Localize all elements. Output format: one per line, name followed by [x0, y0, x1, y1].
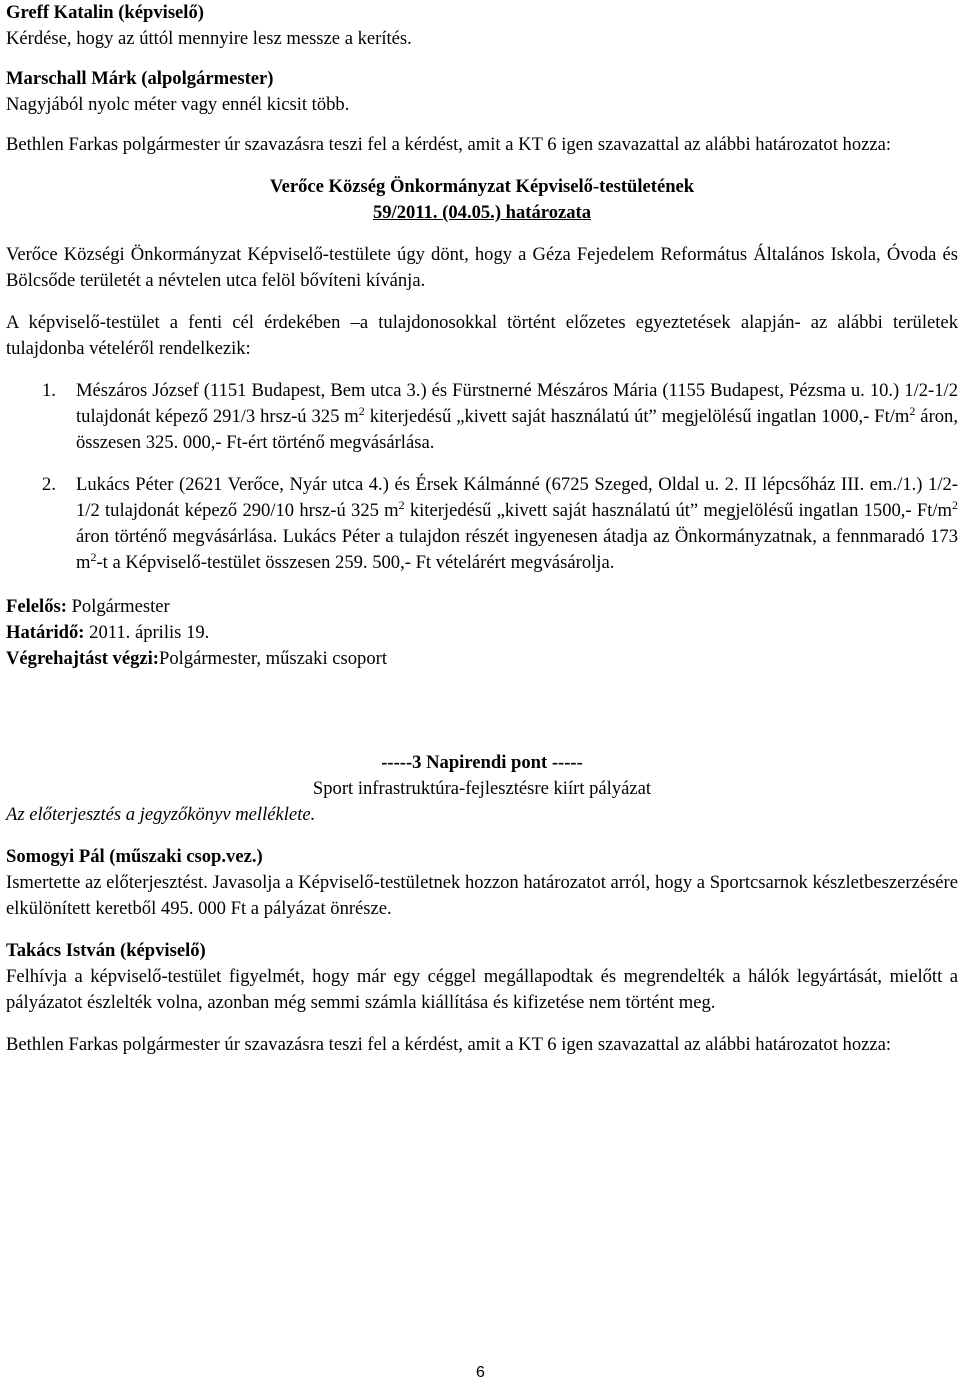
resolution-paragraph: Verőce Községi Önkormányzat Képviselő-testülete úgy dönt, hogy a Géza Fejedelem Református Általános Iskola, Óvoda és Bölcsőde területét a névtelen utca felöl bővíteni kívánja.: [6, 244, 958, 291]
resolution-title: Verőce Község Önkormányzat Képviselő-testületének: [269, 176, 695, 197]
speaker-name: Greff Katalin (képviselő): [6, 2, 204, 23]
responsible-line: Felelős: Polgármester: [6, 596, 170, 617]
annex-note: Az előterjesztés a jegyzőkönyv melléklete.: [6, 804, 316, 825]
speaker-text: Nagyjából nyolc méter vagy ennél kicsit több.: [6, 94, 350, 115]
vote-paragraph: Bethlen Farkas polgármester úr szavazásra teszi fel a kérdést, amit a KT 6 igen szavazattal az alábbi határozatot hozza:: [6, 1034, 892, 1055]
resolution-number: 59/2011. (04.05.) határozata: [372, 202, 592, 223]
speaker-name: Takács István (képviselő): [6, 940, 206, 961]
speaker-text: Kérdése, hogy az úttól mennyire lesz messze a kerítés.: [6, 28, 412, 49]
list-item: 2. Lukács Péter (2621 Verőce, Nyár utca 4.) és Érsek Kálmánné (6725 Szeged, Oldal u. 2. II lépcsőház III. em./1.) 1/2-1/2 tulajdonát képező 290/10 hrsz-ú 325 $m^2$ kiterjedésű „kivett saját használatú út” megjelölésű ingatlan 1500,- $Ft/m^2$ áron történő megvásárlása. Lukács Péter a tulajdon részét ingyenesen átadja az Önkormányzatnak, a fennmaradó 173 $m^2-t$ a Képviselő-testület összesen 259. 500,- Ft vételárért megvásárolja.: [42, 474, 958, 573]
speaker-text: Felhívja a képviselő-testület figyelmét, hogy már egy céggel megállapodtak és megrendelték a hálók legyártását, mielőtt a pályázatot észlelték volna, azonban még semmi számla kiállítása és kifizetése nem történt meg.: [6, 966, 958, 1013]
agenda-title: -----3 Napirendi pont -----: [381, 752, 583, 773]
speaker-name: Marschall Márk (alpolgármester): [6, 68, 274, 89]
list-item-number: 1.: [42, 380, 56, 401]
list-item: 1. Mészáros József (1151 Budapest, Bem utca 3.) és Fürstnerné Mészáros Mária (1155 Budapest, Pézsma u. 10.) 1/2-1/2 tulajdonát képező 291/3 hrsz-ú 325 $m^2$ kiterjedésű „kivett saját használatú út” megjelölésű ingatlan 1000,- $Ft/m^2$ áron, összesen 325. 000,- Ft-ért történő megvásárlása.: [42, 380, 958, 453]
deadline-line: Határidő: 2011. április 19.: [6, 622, 210, 643]
speaker-text: Ismertette az előterjesztést. Javasolja a Képviselő-testületnek hozzon határozatot arról, hogy a Sportcsarnok készletbeszerzésére elkülönített keretből 495. 000 Ft a pályázat önrésze.: [6, 872, 959, 919]
resolution-paragraph: A képviselő-testület a fenti cél érdekében –a tulajdonosokkal történt előzetes egyeztetések alapján- az alábbi területek tulajdonba vételéről rendelkezik:: [6, 312, 958, 359]
page-number: 6: [476, 1364, 485, 1381]
speaker-name: Somogyi Pál (műszaki csop.vez.): [6, 846, 263, 867]
vote-paragraph: Bethlen Farkas polgármester úr szavazásra teszi fel a kérdést, amit a KT 6 igen szavazattal az alábbi határozatot hozza:: [6, 134, 892, 155]
executor-line: Végrehajtást végzi:Polgármester, műszaki csoport: [6, 648, 388, 669]
list-item-number: 2.: [42, 474, 56, 495]
property-list: [6, 378, 958, 576]
document-page: [6, 0, 958, 1058]
agenda-subtitle: Sport infrastruktúra-fejlesztésre kiírt pályázat: [312, 778, 652, 799]
